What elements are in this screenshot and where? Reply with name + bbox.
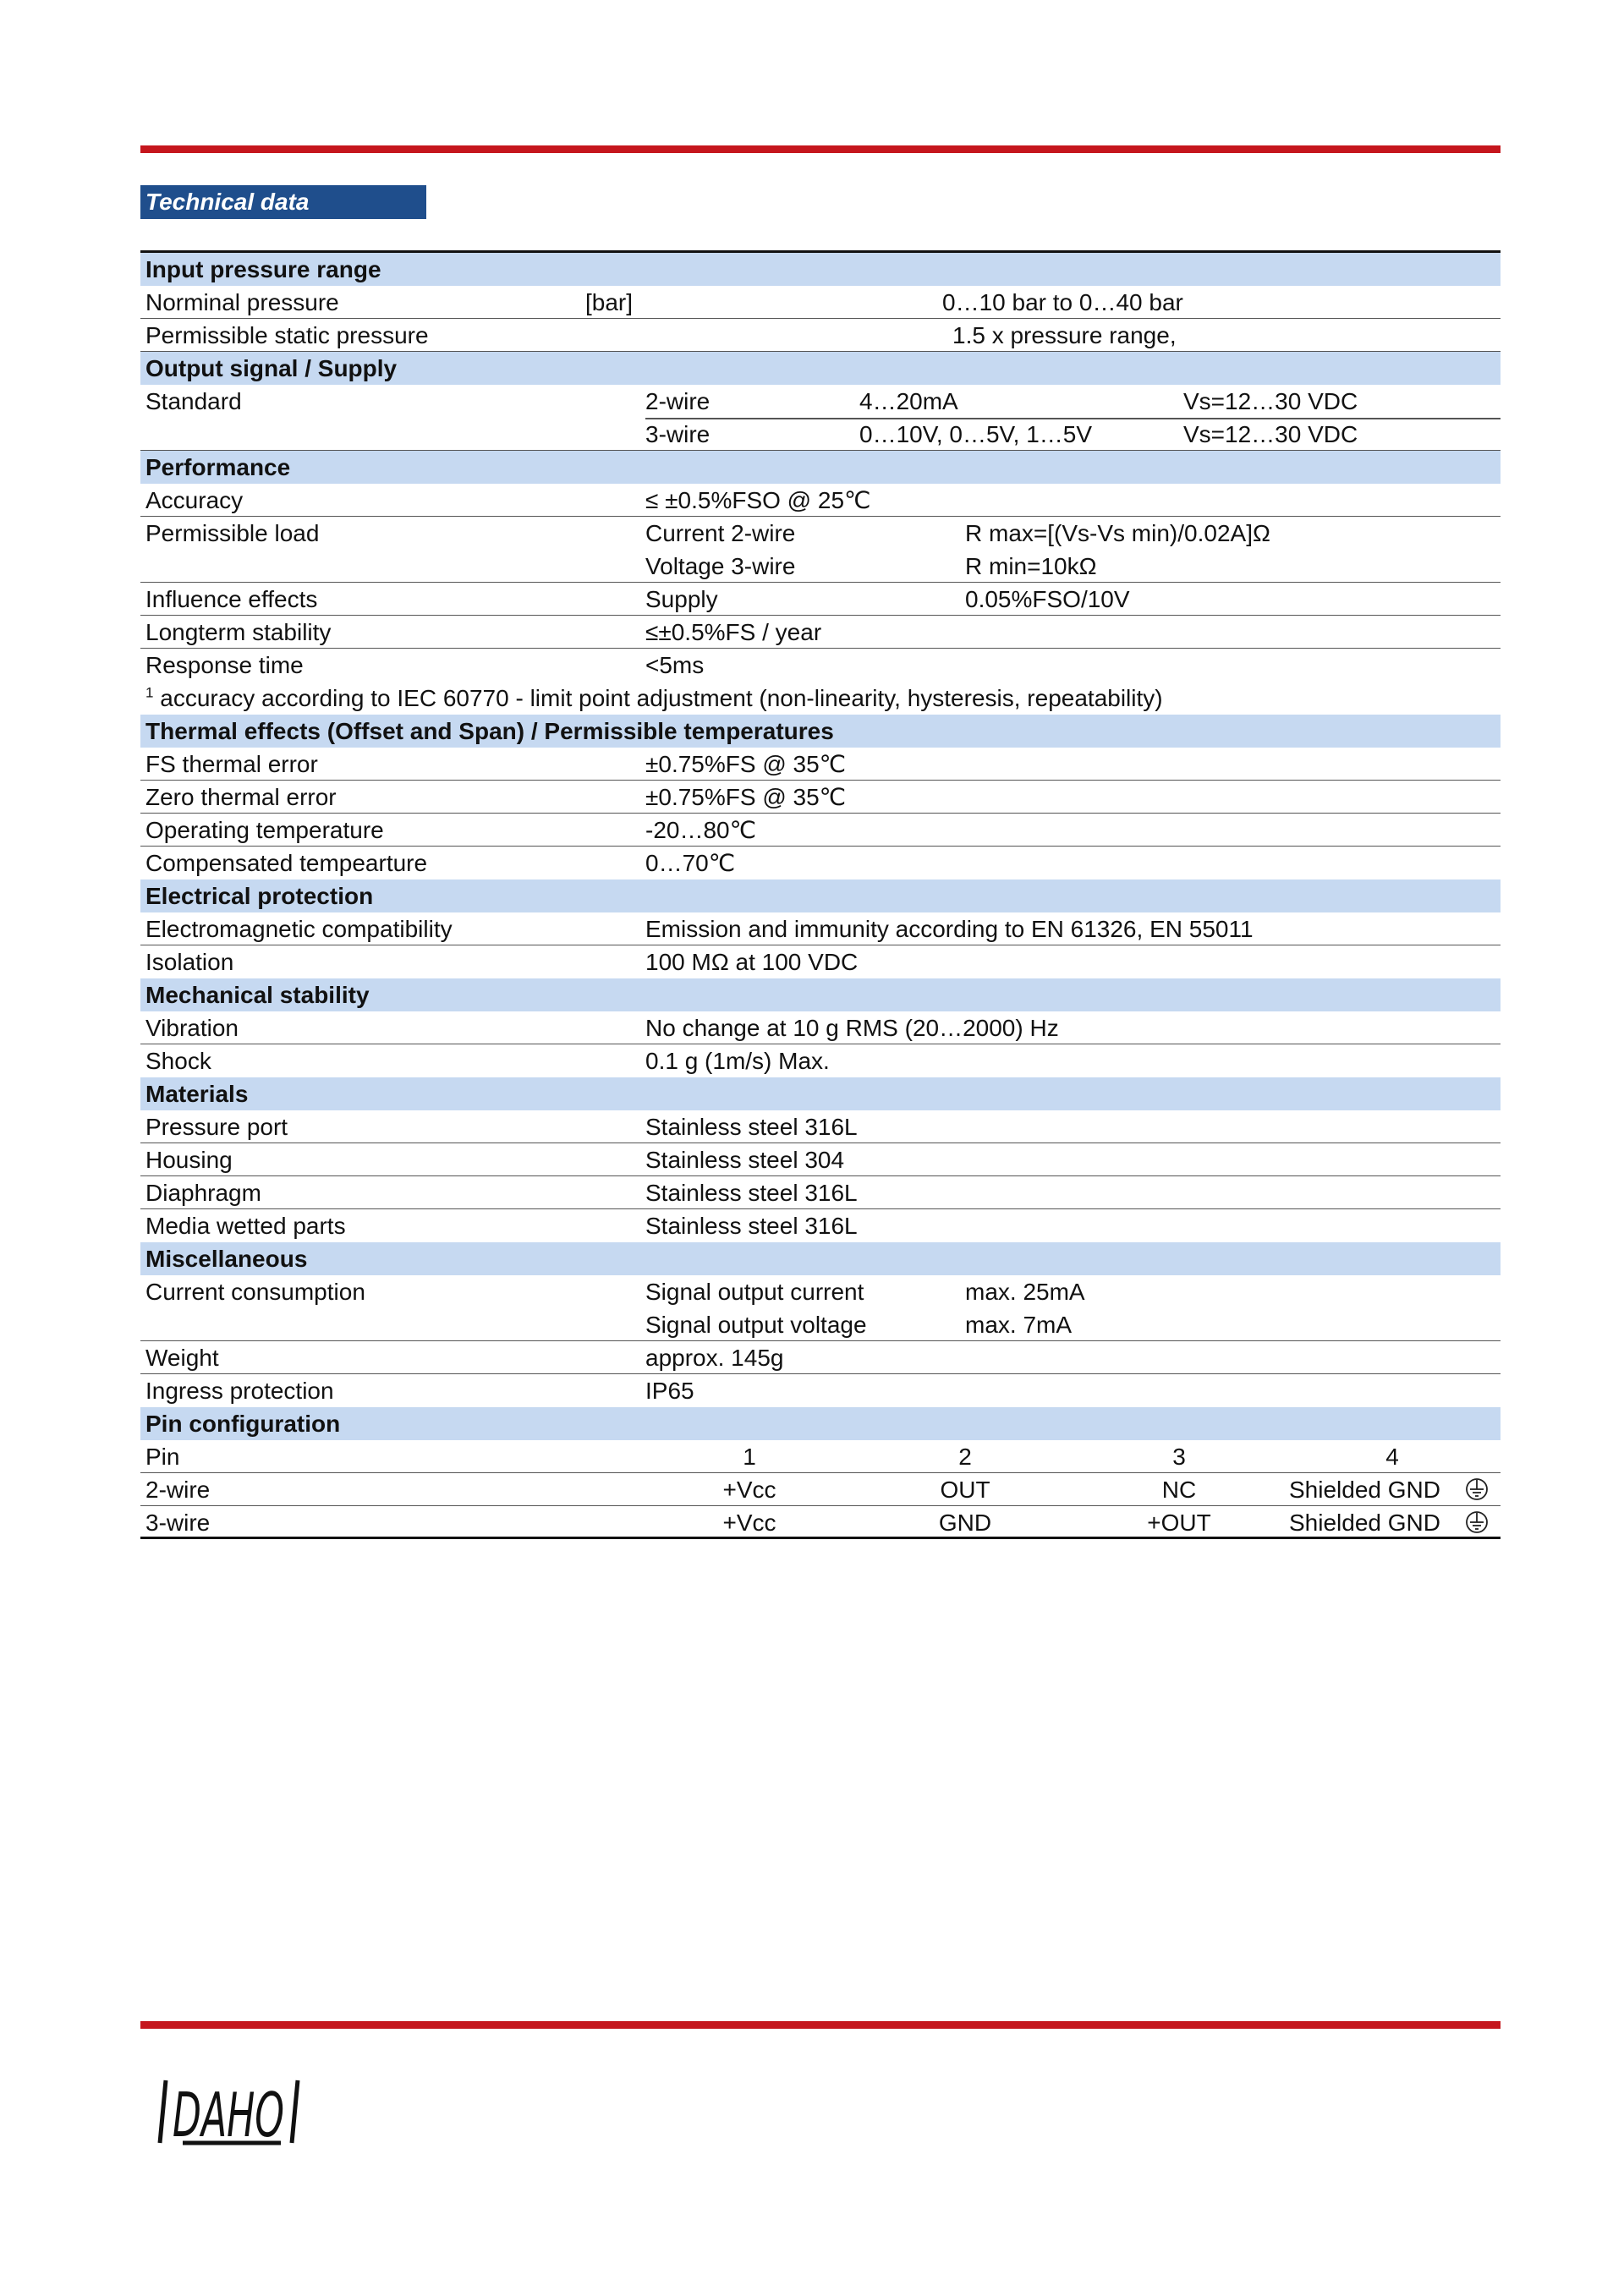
table-cell: Housing [145, 1147, 233, 1173]
table-cell: Vs=12…30 VDC [1183, 421, 1358, 447]
table-cell: Shock [145, 1048, 211, 1074]
table-row [140, 1275, 1501, 1308]
table-cell: Pin configuration [145, 1411, 341, 1437]
table-cell: 1.5 x pressure range, [952, 322, 1177, 348]
table-cell: Isolation [145, 949, 234, 975]
section-header [140, 253, 1501, 286]
table-cell: Voltage 3-wire [645, 553, 796, 579]
table-cell: <5ms [645, 652, 705, 678]
table-row [140, 1506, 1501, 1539]
table-row [140, 847, 1501, 879]
table-cell: No change at 10 g RMS (20…2000) Hz [645, 1015, 1059, 1041]
table-row [140, 1176, 1501, 1209]
section-header [140, 451, 1501, 484]
table-cell: Zero thermal error [145, 784, 337, 810]
table-cell: Stainless steel 316L [645, 1213, 858, 1239]
table-cell: approx. 145g [645, 1345, 784, 1371]
ground-icon [1464, 1510, 1490, 1535]
table-cell: 2-wire [645, 388, 710, 414]
table-cell: 1 [743, 1444, 756, 1470]
table-cell: Response time [145, 652, 304, 678]
footer-rule [140, 2021, 1501, 2029]
table-cell: ±0.75%FS @ 35℃ [645, 751, 847, 777]
table-cell: 0…70℃ [645, 850, 736, 876]
table-row [140, 286, 1501, 319]
table-row [140, 550, 1501, 583]
table-cell: 0…10V, 0…5V, 1…5V [859, 421, 1093, 447]
table-cell: FS thermal error [145, 751, 318, 777]
table-cell: Stainless steel 316L [645, 1180, 858, 1206]
table-cell: Compensated tempearture [145, 850, 428, 876]
section-header [140, 715, 1501, 748]
table-cell: 3 [1172, 1444, 1186, 1470]
table-cell: Stainless steel 316L [645, 1114, 858, 1140]
table-cell: Vs=12…30 VDC [1183, 388, 1358, 414]
table-cell: 100 MΩ at 100 VDC [645, 949, 859, 975]
table-cell: Accuracy [145, 487, 244, 513]
footnote [140, 682, 1501, 715]
table-cell: Permissible static pressure [145, 322, 429, 348]
table-row [140, 781, 1501, 814]
table-cell: R max=[(Vs-Vs min)/0.02A]Ω [965, 520, 1270, 546]
section-header [140, 1242, 1501, 1275]
table-row [140, 1044, 1501, 1077]
table-row [140, 748, 1501, 781]
table-row [140, 385, 1501, 418]
table-cell: ≤ ±0.5%FSO @ 25℃ [645, 487, 871, 513]
table-cell: 3-wire [645, 421, 710, 447]
table-cell: Pin [145, 1444, 180, 1470]
table-cell: 3-wire [145, 1510, 211, 1536]
table-cell: Miscellaneous [145, 1246, 308, 1272]
table-cell: Output signal / Supply [145, 355, 398, 381]
table-cell: 2-wire [145, 1477, 211, 1503]
table-cell: 0.1 g (1m/s) Max. [645, 1048, 830, 1074]
table-cell: Influence effects [145, 586, 318, 612]
table-cell: ±0.75%FS @ 35℃ [645, 784, 847, 810]
table-cell: Input pressure range [145, 256, 381, 282]
table-cell: Diaphragm [145, 1180, 261, 1206]
table-cell: Vibration [145, 1015, 239, 1041]
section-title: Technical data [140, 185, 426, 219]
table-cell: Operating temperature [145, 817, 384, 843]
table-cell: 4 [1385, 1444, 1399, 1470]
table-row [140, 649, 1501, 682]
table-cell: Stainless steel 304 [645, 1147, 845, 1173]
table-cell: 2 [958, 1444, 972, 1470]
table-cell: -20…80℃ [645, 817, 757, 843]
table-cell: Signal output current [645, 1279, 864, 1305]
footnote-text [145, 682, 1163, 715]
table-cell: IP65 [645, 1378, 694, 1404]
section-header [140, 879, 1501, 912]
ground-icon [1464, 1477, 1490, 1502]
table-cell: max. 7mA [965, 1312, 1073, 1338]
table-cell: Standard [145, 388, 242, 414]
table-cell: GND [938, 1510, 992, 1536]
table-row [140, 1011, 1501, 1044]
table-cell: Shielded GND [1289, 1477, 1440, 1503]
table-row [140, 945, 1501, 978]
footnote-body: accuracy according to IEC 60770 - limit point adjustment (non-linearity, hysteresis, repeatability) [160, 685, 1163, 711]
table-row [140, 319, 1501, 352]
footnote-marker: 1 [145, 684, 154, 701]
table-cell: Current 2-wire [645, 520, 796, 546]
table-cell: Materials [145, 1081, 249, 1107]
table-row [140, 616, 1501, 649]
table-row [140, 912, 1501, 945]
table-cell: NC [1161, 1477, 1197, 1503]
table-row [140, 418, 1501, 451]
table-cell: max. 25mA [965, 1279, 1085, 1305]
table-cell: Signal output voltage [645, 1312, 867, 1338]
section-header [140, 352, 1501, 385]
table-cell: ≤±0.5%FS / year [645, 619, 822, 645]
table-cell: Supply [645, 586, 718, 612]
section-header [140, 978, 1501, 1011]
table-cell: Shielded GND [1289, 1510, 1440, 1536]
table-row [140, 1374, 1501, 1407]
table-cell: Pressure port [145, 1114, 288, 1140]
table-row [140, 1209, 1501, 1242]
table-row [140, 484, 1501, 517]
table-cell: 0.05%FSO/10V [965, 586, 1130, 612]
table-row [140, 1473, 1501, 1506]
table-cell: Mechanical stability [145, 982, 370, 1008]
spec-table [140, 250, 1501, 1539]
table-cell: OUT [940, 1477, 990, 1503]
table-cell: Electrical protection [145, 883, 374, 909]
table-cell: +OUT [1147, 1510, 1211, 1536]
table-cell: 0…10 bar to 0…40 bar [942, 289, 1183, 315]
table-cell: Longterm stability [145, 619, 332, 645]
table-cell: Ingress protection [145, 1378, 334, 1404]
table-cell: R min=10kΩ [965, 553, 1097, 579]
table-cell: +Vcc [722, 1510, 776, 1536]
table-cell: Norminal pressure [145, 289, 339, 315]
table-cell: +Vcc [722, 1477, 776, 1503]
table-row [140, 1143, 1501, 1176]
table-cell: Thermal effects (Offset and Span) / Permissible temperatures [145, 718, 834, 744]
table-row [140, 1308, 1501, 1341]
section-header [140, 1077, 1501, 1110]
table-cell: Emission and immunity according to EN 61326, EN 55011 [645, 916, 1254, 942]
table-row [140, 1110, 1501, 1143]
svg-text:DAHO: DAHO [173, 2080, 284, 2151]
table-cell: [bar] [585, 289, 634, 315]
header-rule [140, 145, 1501, 153]
table-row [140, 814, 1501, 847]
table-cell: Permissible load [145, 520, 320, 546]
table-row [140, 517, 1501, 550]
table-cell: 4…20mA [859, 388, 958, 414]
section-header [140, 1407, 1501, 1440]
table-cell: Weight [145, 1345, 219, 1371]
daho-logo [154, 2072, 306, 2153]
table-cell: Performance [145, 454, 291, 480]
table-row [140, 583, 1501, 616]
table-row [140, 1341, 1501, 1374]
table-cell: Media wetted parts [145, 1213, 346, 1239]
table-cell: Current consumption [145, 1279, 365, 1305]
table-row [140, 1440, 1501, 1473]
table-cell: Electromagnetic compatibility [145, 916, 453, 942]
